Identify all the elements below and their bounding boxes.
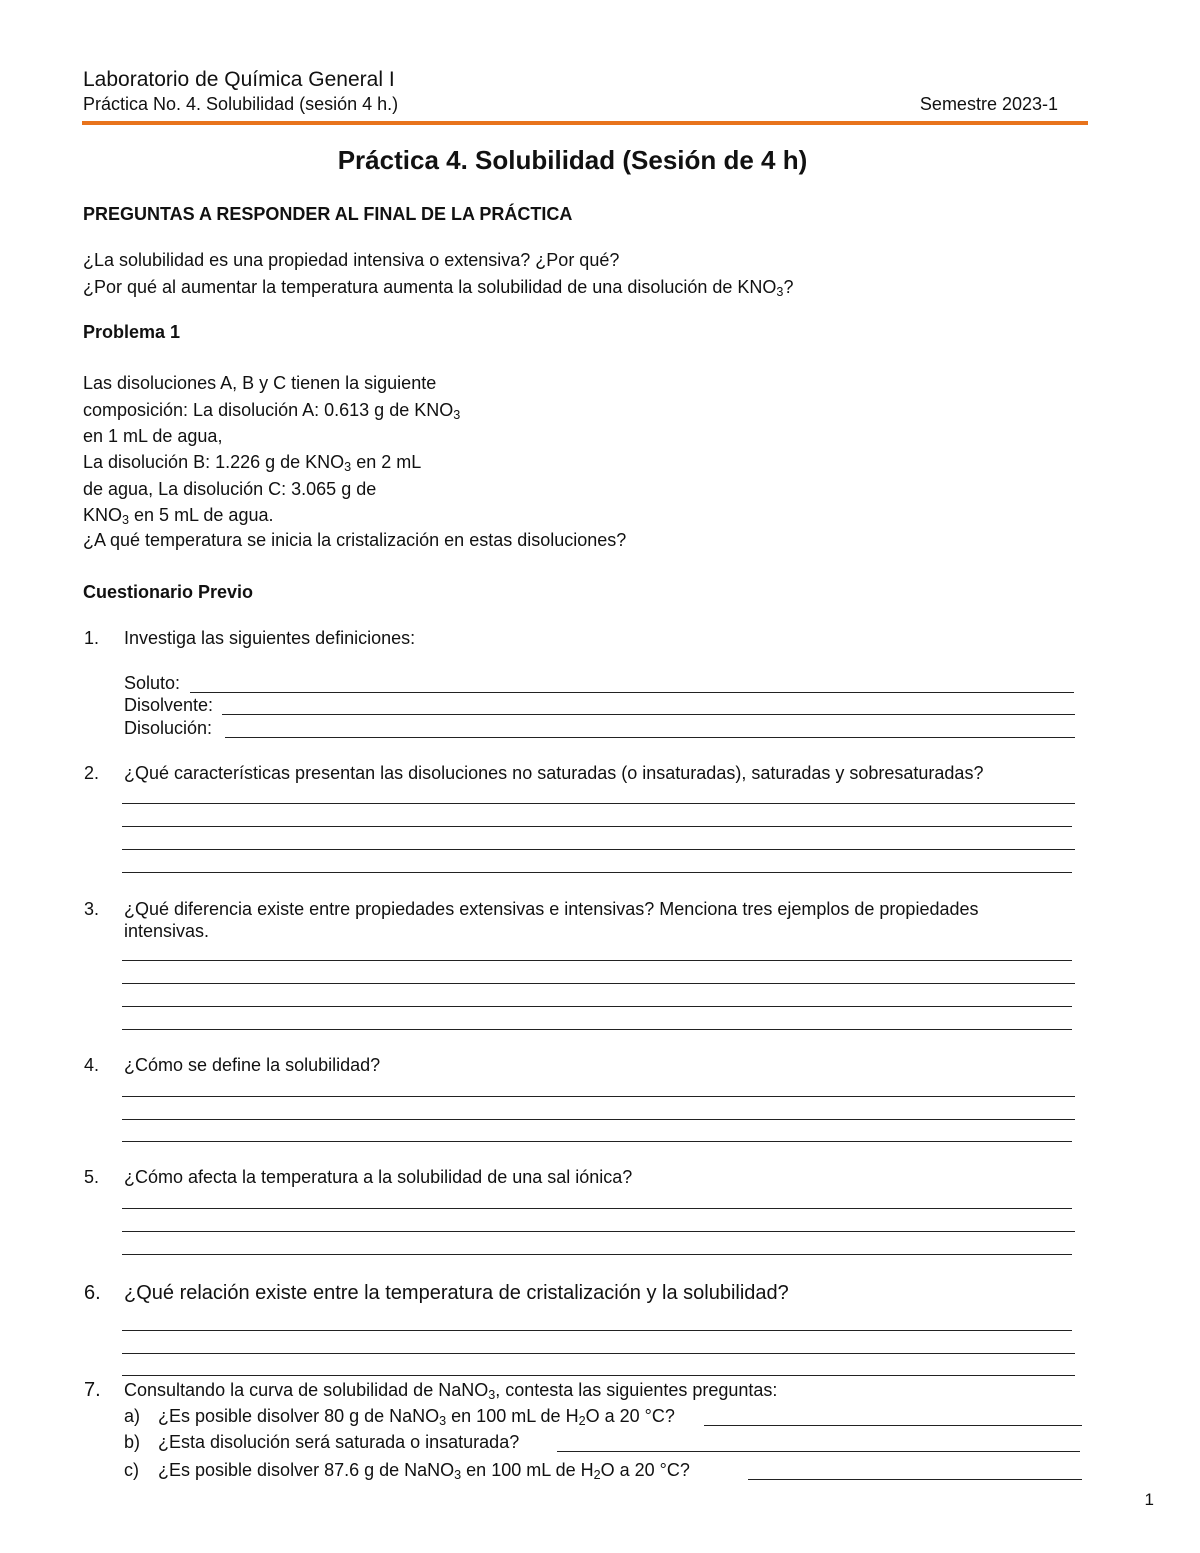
final-question-1: ¿La solubilidad es una propiedad intensiva o extensiva? ¿Por qué? [83,250,620,270]
answer-line[interactable] [557,1451,1080,1452]
answer-line[interactable] [122,1119,1075,1120]
answer-line[interactable] [122,803,1075,804]
answer-line[interactable] [122,1231,1075,1232]
question-number: 3. [84,899,100,919]
question-text: ¿Qué diferencia existe entre propiedades extensivas e intensivas? Menciona tres ejemplos de propiedades [124,899,979,919]
answer-line[interactable] [122,1254,1072,1255]
answer-line[interactable] [190,692,1074,693]
question-number: 6. [84,1282,101,1304]
answer-line[interactable] [122,1006,1072,1007]
header-lab-name: Laboratorio de Química General I [83,68,395,91]
question-text: ¿Cómo afecta la temperatura a la solubilidad de una sal iónica? [124,1167,633,1187]
sub-item-text: ¿Es posible disolver 80 g de NaNO$_3$ en 100 mL de $H_2O$ a 20 °C? [158,1406,675,1428]
question-number: 5. [84,1167,100,1187]
question-number: 2. [84,763,100,783]
answer-line[interactable] [122,872,1072,873]
answer-line[interactable] [122,983,1075,984]
question-text: Consultando la curva de solubilidad de NaNO$_3$, contesta las siguientes preguntas: [124,1380,778,1402]
answer-line[interactable] [225,737,1075,738]
answer-line[interactable] [122,1141,1072,1142]
answer-line[interactable] [122,1029,1072,1030]
answer-line[interactable] [122,1353,1075,1354]
header-semester: Semestre 2023-1 [919,94,1058,114]
answer-line[interactable] [122,849,1075,850]
problem-line: composición: La disolución A: 0.613 g de $KNO_3$ [83,400,461,422]
question-text: ¿Qué características presentan las disoluciones no saturadas (o insaturadas), saturadas y sobresaturadas? [124,763,984,783]
problem-question: ¿A qué temperatura se inicia la cristalización en estas disoluciones? [83,530,627,550]
problem-line: La disolución B: 1.226 g de $KNO_3$ en 2 mL [83,452,422,474]
question-number: 1. [84,628,100,648]
answer-line[interactable] [122,1208,1072,1209]
answer-line[interactable] [222,714,1075,715]
question-text: Investiga las siguientes definiciones: [124,628,416,648]
problem-heading: Problema 1 [83,322,181,342]
answer-line[interactable] [122,1096,1075,1097]
header-rule [82,121,1088,125]
answer-line[interactable] [122,1375,1075,1376]
problem-line: $KNO_3$ en 5 mL de agua. [83,505,274,527]
page-number: 1 [1144,1490,1154,1509]
question-text: ¿Cómo se define la solubilidad? [124,1055,381,1075]
final-question-2: ¿Por qué al aumentar la temperatura aumenta la solubilidad de una disolución de $KNO_3$? [83,277,794,299]
page-title: Práctica 4. Solubilidad (Sesión de 4 h) [337,145,808,175]
answer-line[interactable] [122,826,1072,827]
sub-item-letter: c) [124,1460,139,1480]
question-number: 7. [84,1379,101,1401]
definition-label: Disolvente: [124,695,214,715]
questionnaire-heading: Cuestionario Previo [83,582,254,602]
final-questions-heading: PREGUNTAS A RESPONDER AL FINAL DE LA PRÁCTICA [83,204,573,224]
problem-line: en 1 mL de agua, [83,426,223,446]
sub-item-letter: a) [124,1406,141,1426]
header-practice-name: Práctica No. 4. Solubilidad (sesión 4 h.) [83,94,399,114]
sub-item-text: ¿Es posible disolver 87.6 g de NaNO$_3$ en 100 mL de $H_2O$ a 20 °C? [158,1460,690,1482]
definition-label: Soluto: [124,673,181,693]
answer-line[interactable] [748,1479,1082,1480]
question-text-continuation: intensivas. [124,921,210,941]
question-number: 4. [84,1055,100,1075]
problem-line: Las disoluciones A, B y C tienen la siguiente [83,373,437,393]
answer-line[interactable] [704,1425,1082,1426]
answer-line[interactable] [122,960,1072,961]
sub-item-text: ¿Esta disolución será saturada o insaturada? [158,1432,520,1452]
definition-label: Disolución: [124,718,213,738]
problem-line: de agua, La disolución C: 3.065 g de [83,479,377,499]
question-text: ¿Qué relación existe entre la temperatura de cristalización y la solubilidad? [124,1282,789,1304]
answer-line[interactable] [122,1330,1072,1331]
sub-item-letter: b) [124,1432,141,1452]
